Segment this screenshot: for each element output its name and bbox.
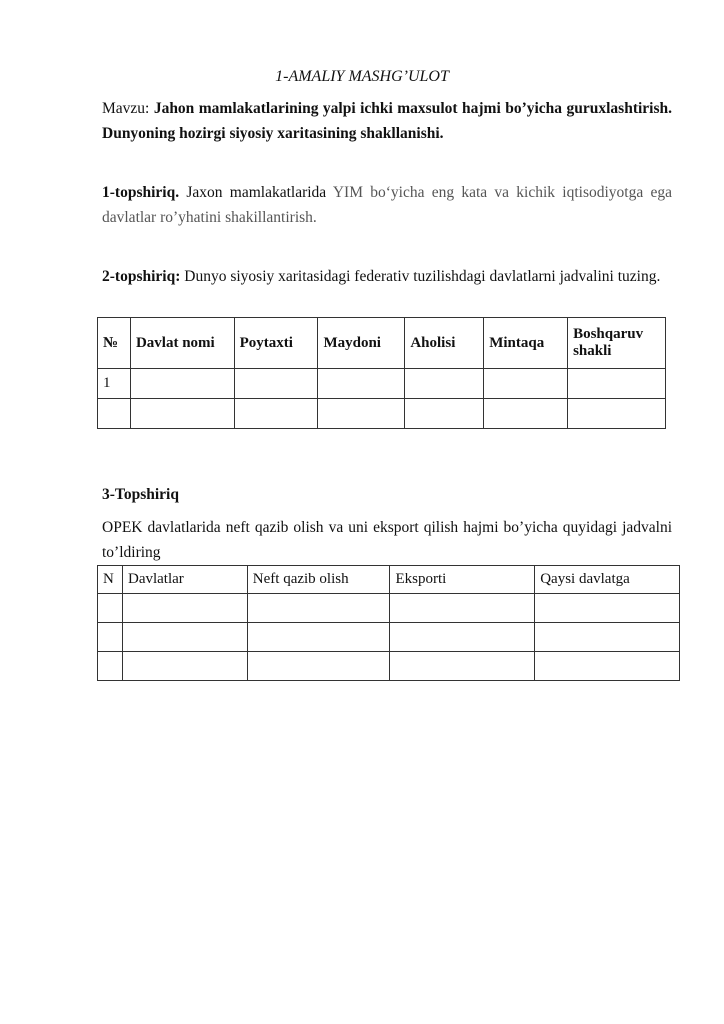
- table-cell[interactable]: [98, 399, 131, 429]
- topic-label: Mavzu:: [102, 100, 150, 117]
- table-row: [98, 623, 680, 652]
- task1-text-a: Jaxon mamlakatlarida: [186, 184, 327, 201]
- table-cell[interactable]: [390, 623, 535, 652]
- col-region: Mintaqa: [484, 318, 568, 369]
- col-number: №: [98, 318, 131, 369]
- table-cell[interactable]: [234, 369, 318, 399]
- table-cell[interactable]: 1: [98, 369, 131, 399]
- task2-label: 2-topshiriq:: [102, 268, 181, 285]
- table-cell[interactable]: [568, 399, 666, 429]
- table-cell[interactable]: [568, 369, 666, 399]
- task2-paragraph: [102, 264, 672, 289]
- col-export: Eksporti: [390, 566, 535, 594]
- table-cell[interactable]: [535, 652, 680, 681]
- col-population: Aholisi: [405, 318, 484, 369]
- table-cell[interactable]: [484, 369, 568, 399]
- table-cell[interactable]: [247, 623, 390, 652]
- table-cell[interactable]: [535, 594, 680, 623]
- table-header-row: [98, 318, 666, 369]
- table-cell[interactable]: [247, 652, 390, 681]
- table-cell[interactable]: [130, 369, 234, 399]
- col-countries: Davlatlar: [122, 566, 247, 594]
- table-cell[interactable]: [122, 652, 247, 681]
- col-government-form: Boshqaruv shakli: [568, 318, 666, 369]
- table-cell[interactable]: [405, 399, 484, 429]
- table-cell[interactable]: [318, 399, 405, 429]
- task1-paragraph: [102, 180, 672, 230]
- task3-heading: 3-Topshiriq: [102, 486, 179, 503]
- col-area: Maydoni: [318, 318, 405, 369]
- table-cell[interactable]: [390, 594, 535, 623]
- table-cell[interactable]: [318, 369, 405, 399]
- task2-text: Dunyo siyosiy xaritasidagi federativ tuzilishdagi davlatlarni jadvalini tuzing.: [184, 268, 661, 285]
- table-cell[interactable]: [535, 623, 680, 652]
- table-row: [98, 369, 666, 399]
- topic-paragraph: [102, 96, 672, 146]
- col-n: N: [98, 566, 123, 594]
- table-cell[interactable]: [98, 594, 123, 623]
- task3-paragraph: [102, 515, 672, 565]
- col-country-name: Davlat nomi: [130, 318, 234, 369]
- col-which-country: Qaysi davlatga: [535, 566, 680, 594]
- federative-states-table: [97, 317, 666, 429]
- table-header-row: [98, 566, 680, 594]
- opec-table: [97, 565, 680, 681]
- table-row: [98, 652, 680, 681]
- table-cell[interactable]: [122, 623, 247, 652]
- table-cell[interactable]: [122, 594, 247, 623]
- table-cell[interactable]: [390, 652, 535, 681]
- table-cell[interactable]: [234, 399, 318, 429]
- table-row: [98, 399, 666, 429]
- col-oil-production: Neft qazib olish: [247, 566, 390, 594]
- table-cell[interactable]: [247, 594, 390, 623]
- table-cell[interactable]: [484, 399, 568, 429]
- table-cell[interactable]: [130, 399, 234, 429]
- page-title: 1-AMALIY MASHG’ULOT: [275, 68, 449, 85]
- table-cell[interactable]: [405, 369, 484, 399]
- topic-text: Jahon mamlakatlarining yalpi ichki maxsulot hajmi bo’yicha guruxlashtirish. Dunyoning hozirgi siyosiy xaritasining shakllanishi.: [102, 100, 672, 142]
- task3-text: OPEK davlatlarida neft qazib olish va uni eksport qilish hajmi bo’yicha quyidagi jadvalni to’ldiring: [102, 519, 672, 561]
- table-cell[interactable]: [98, 623, 123, 652]
- table-cell[interactable]: [98, 652, 123, 681]
- task1-text-b: YIM bo‘yicha eng kata va kichik iqtisodiyotga ega davlatlar ro’yhatini shakillantirish.: [102, 184, 673, 226]
- table-row: [98, 594, 680, 623]
- col-capital: Poytaxti: [234, 318, 318, 369]
- task1-label: 1-topshiriq.: [102, 184, 180, 201]
